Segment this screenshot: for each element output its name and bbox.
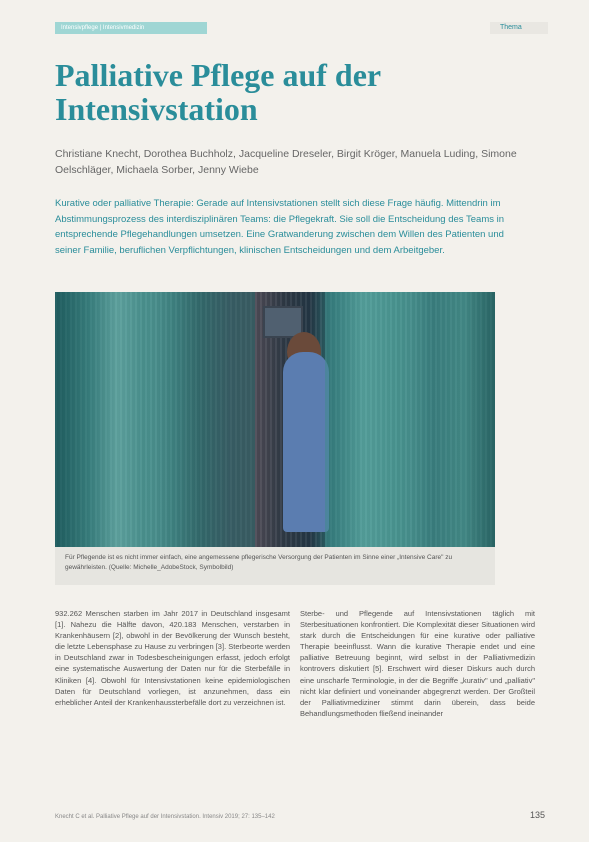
photo-curtain-left [55, 292, 255, 547]
footer-citation: Knecht C et al. Palliative Pflege auf der Intensivstation. Intensiv 2019; 27: 135–142 [55, 814, 275, 820]
section-tag: Thema [490, 22, 548, 34]
photo-curtain-right [325, 292, 495, 547]
article-lead: Kurative oder palliative Therapie: Gerade auf Intensivstationen stellt sich diese Frage häufig. Mittendrin im Abstimmungsprozess des interdisziplinären Teams: die Pflegekraft. Sie soll die Entscheidung des Teams in entsprechende Pflegehandlungen umsetzen. Eine Gratwanderung zwischen dem Willen des Patienten und seiner Familie, beruflichen Verpflichtungen, klinischen Entscheidungen und dem Arbeitgeber. [55, 198, 505, 256]
article-authors: Christiane Knecht, Dorothea Buchholz, Jacqueline Dreseler, Birgit Kröger, Manuela Luding, Simone Oelschläger, Michaela Sorber, Jenny Wiebe [55, 148, 517, 176]
figure-caption: Für Pflegende ist es nicht immer einfach, eine angemessene pflegerische Versorgung der Patienten im Sinne einer „Intensive Care" zu gewährleisten. (Quelle: Michelle_AdobeStock, Symbolbild) [55, 547, 495, 585]
photo-nurse [283, 352, 329, 532]
article-title: Palliative Pflege auf der Intensivstation [55, 57, 381, 127]
body-column-right: Sterbe- und Pflegende auf Intensivstationen täglich mit Sterbesituationen konfrontiert. Die Komplexität dieser Situationen wird stark durch die Entscheidungen für eine kurative oder palliative Therapie beeinflusst. Wann die kurative Therapie endet und eine palliative Betreuung beginnt, wird selbst in der Palliativmedizin kontrovers diskutiert [5]. Erschwert wird dieser Diskurs auch durch eine unscharfe Terminologie, in der die Begriffe „kurativ" und „palliativ" nicht klar definiert und voneinander abgegrenzt werden. Der Großteil der Palliativmediziner stimmt darin überein, dass beide Behandlungsmethoden fließend ineinander [300, 609, 535, 718]
category-tag: Intensivpflege | Intensivmedizin [55, 22, 207, 34]
page-number: 135 [530, 810, 546, 820]
body-column-left: 932.262 Menschen starben im Jahr 2017 in Deutschland insgesamt [1]. Nahezu die Hälfte davon, 420.183 Menschen, verstarben in Krankenhäusern [2], obwohl in der Bevölkerung der Wunsch besteht, die letzte Lebensphase zu Hause zu verbringen [3]. Sterbeorte werden in Deutschland zwar in Todesbescheinigungen erfasst, jedoch erfolgt eine systematische Auswertung der Daten nur für die Sterbefälle in Kliniken [4]. Obwohl für Intensivstationen keine epidemiologischen Daten für Deutschland vorliegen, ist anzunehmen, dass ein erheblicher Anteil der Krankenhaussterbefälle dort zu verzeichnen ist. [55, 609, 290, 707]
article-photo [55, 292, 495, 547]
